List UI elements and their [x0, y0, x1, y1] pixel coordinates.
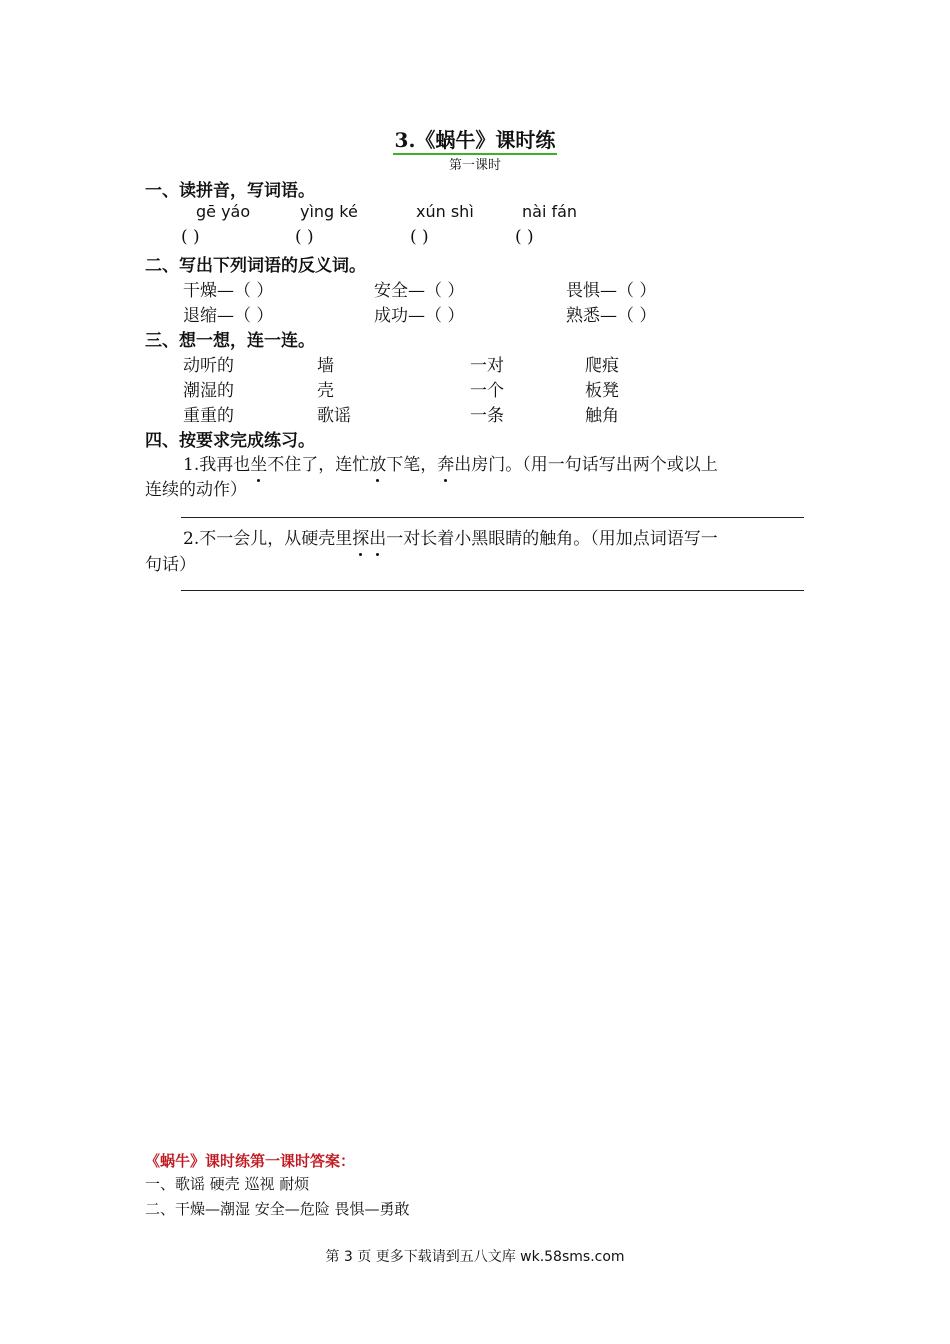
antonym-item: 成功—（ ） [374, 306, 465, 326]
emphasis-dot-char: 奔 [437, 450, 454, 475]
section-3-heading: 三、想一想，连一连。 [145, 331, 315, 351]
pinyin-1: gē yáo [196, 202, 251, 221]
match-word: 潮湿的 [183, 381, 234, 401]
question-1-text: 1.我再也坐不住了，连忙放下笔，奔出房门。（用一句话写出两个或以上 [183, 450, 718, 475]
answers-line-1: 一、歌谣 硬壳 巡视 耐烦 [145, 1175, 310, 1193]
answer-bracket-3: ( ) [410, 227, 429, 247]
match-word: 一对 [470, 356, 504, 376]
page-footer: 第 3 页 更多下载请到五八文库 wk.58sms.com [325, 1249, 625, 1265]
answers-line-2: 二、干燥—潮湿 安全—危险 畏惧—勇敢 [145, 1200, 410, 1218]
pinyin-2: yìng ké [300, 202, 358, 221]
section-2-heading: 二、写出下列词语的反义词。 [145, 256, 366, 276]
match-word: 歌谣 [317, 406, 351, 426]
pinyin-3: xún shì [416, 202, 474, 221]
match-word: 壳 [317, 381, 334, 401]
page-title: 3.《蜗牛》课时练 [0, 124, 950, 153]
match-word: 触角 [585, 406, 619, 426]
answer-bracket-1: ( ) [181, 227, 200, 247]
match-word: 板凳 [585, 381, 619, 401]
answer-line-2[interactable] [181, 590, 804, 591]
section-1-heading: 一、读拼音，写词语。 [145, 181, 315, 201]
emphasis-dot-char: 探 [352, 524, 369, 549]
match-word: 重重的 [183, 406, 234, 426]
antonym-item: 熟悉—（ ） [566, 306, 657, 326]
answer-line-1[interactable] [181, 517, 804, 518]
match-word: 动听的 [183, 356, 234, 376]
emphasis-dot-char: 坐 [250, 450, 267, 475]
antonym-item: 干燥—（ ） [183, 281, 274, 301]
emphasis-dot-char: 放 [369, 450, 386, 475]
match-word: 一条 [470, 406, 504, 426]
question-1-text-cont: 连续的动作） [145, 480, 247, 500]
match-word: 爬痕 [585, 356, 619, 376]
answers-heading: 《蜗牛》课时练第一课时答案： [145, 1152, 356, 1170]
antonym-item: 退缩—（ ） [183, 306, 274, 326]
section-4-heading: 四、按要求完成练习。 [145, 431, 315, 451]
page-subtitle: 第一课时 [448, 158, 501, 173]
question-2-text-cont: 句话） [145, 555, 196, 575]
pinyin-4: nài fán [522, 202, 578, 221]
antonym-item: 安全—（ ） [374, 281, 465, 301]
answer-bracket-4: ( ) [515, 227, 534, 247]
match-word: 墙 [317, 356, 334, 376]
question-2-text: 2.不一会儿，从硬壳里探出一对长着小黑眼睛的触角。（用加点词语写一 [183, 524, 718, 549]
answer-bracket-2: ( ) [295, 227, 314, 247]
match-word: 一个 [470, 381, 504, 401]
emphasis-dot-char: 出 [369, 524, 386, 549]
antonym-item: 畏惧—（ ） [566, 281, 657, 301]
